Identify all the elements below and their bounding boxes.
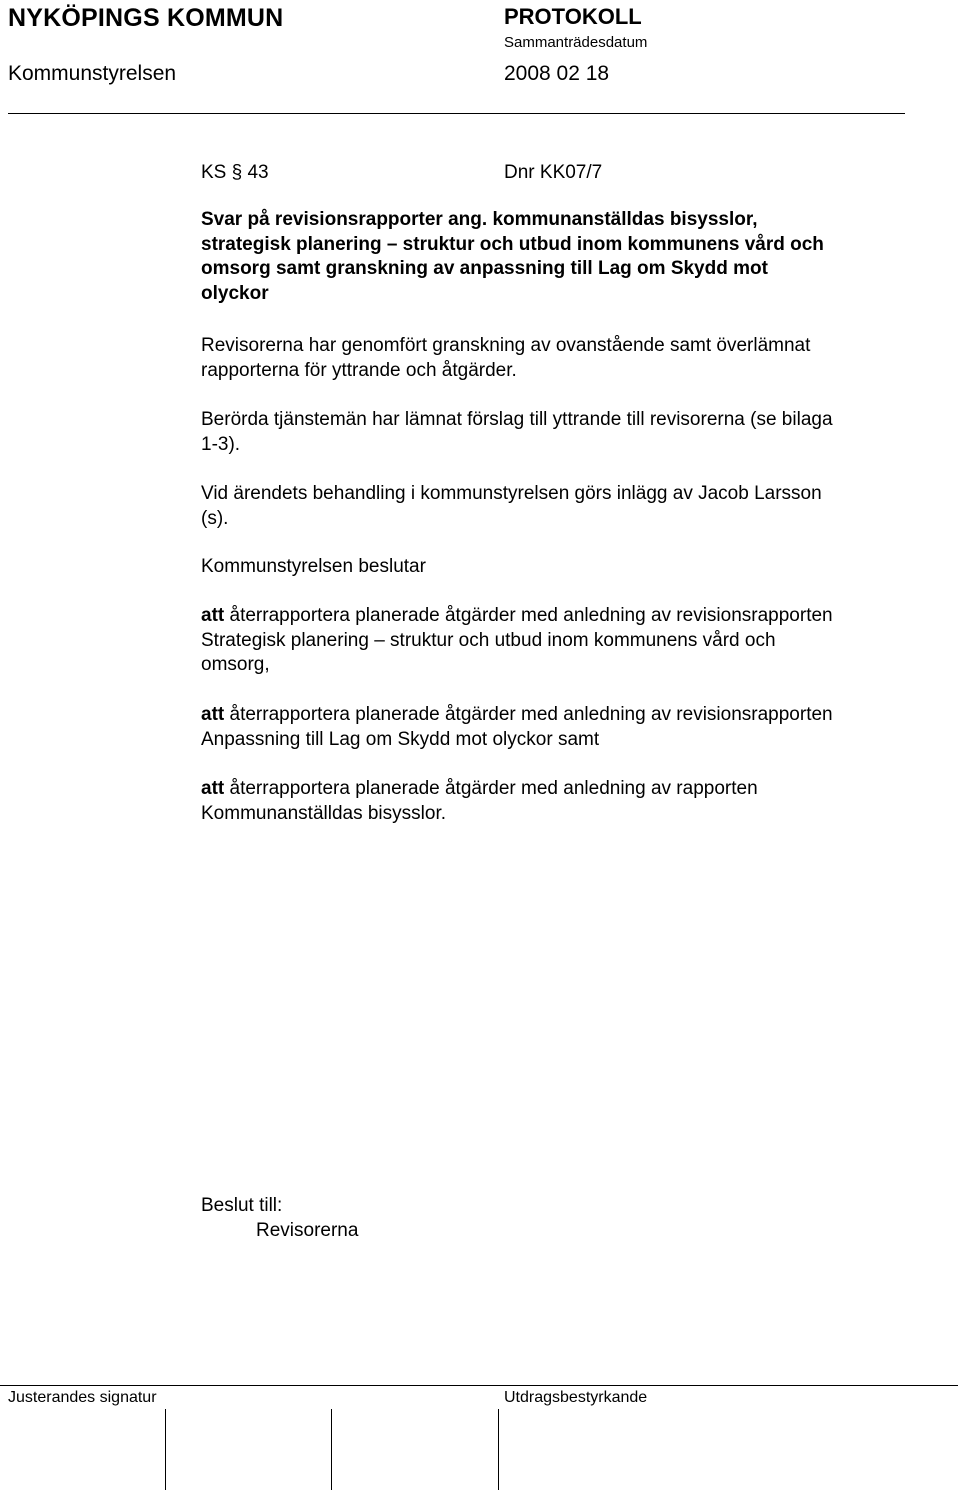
meeting-date: 2008 02 18 <box>504 62 610 85</box>
subject-line: omsorg samt granskning av anpassning till Lag om Skydd mot <box>201 258 768 280</box>
decision-heading: Kommunstyrelsen beslutar <box>201 556 426 577</box>
signature-box-divider <box>165 1409 166 1490</box>
decision-line: Kommunanställdas bisysslor. <box>201 802 446 824</box>
case-number: KS § 43 <box>201 162 269 183</box>
paragraph-line: rapporterna för yttrande och åtgärder. <box>201 359 517 381</box>
signature-box-divider <box>331 1409 332 1490</box>
signature-box-divider <box>498 1409 499 1490</box>
distribution-label: Beslut till: <box>201 1195 283 1216</box>
board-name: Kommunstyrelsen <box>8 62 177 85</box>
registration-number: Dnr KK07/7 <box>504 162 603 183</box>
subject-line: strategisk planering – struktur och utbud inom kommunens vård och <box>201 233 824 255</box>
signature-label: Justerandes signatur <box>8 1389 157 1406</box>
decision-keyword: att <box>201 704 225 725</box>
case-subject <box>201 208 921 306</box>
paragraph-discussion <box>201 482 921 531</box>
decision-item <box>201 703 921 752</box>
paragraph-line: Revisorerna har genomfört granskning av ovanstående samt överlämnat <box>201 335 811 356</box>
decision-keyword: att <box>201 778 225 799</box>
footer-divider <box>0 1385 958 1386</box>
distribution-recipient: Revisorerna <box>256 1220 359 1241</box>
decision-line: omsorg, <box>201 654 270 676</box>
header-divider <box>8 113 905 114</box>
subject-line: Svar på revisionsrapporter ang. kommunanställdas bisysslor, <box>201 209 758 230</box>
decision-line: Strategisk planering – struktur och utbud inom kommunens vård och <box>201 629 776 651</box>
decision-first-line <box>201 777 921 802</box>
decision-text: återrapportera planerade åtgärder med anledning av rapporten <box>224 778 758 799</box>
decision-text: återrapportera planerade åtgärder med anledning av revisionsrapporten <box>224 704 833 725</box>
document-type: PROTOKOLL <box>504 4 642 29</box>
extract-certification-label: Utdragsbestyrkande <box>504 1389 648 1406</box>
decision-keyword: att <box>201 605 225 626</box>
decision-line: Anpassning till Lag om Skydd mot olyckor samt <box>201 728 600 750</box>
meeting-date-label: Sammanträdesdatum <box>504 34 648 51</box>
subject-line: olyckor <box>201 282 269 304</box>
paragraph-line: Berörda tjänstemän har lämnat förslag till yttrande till revisorerna (se bilaga <box>201 409 833 430</box>
paragraph-proposals <box>201 408 921 457</box>
paragraph-line: Vid ärendets behandling i kommunstyrelsen görs inlägg av Jacob Larsson <box>201 483 822 504</box>
organization-name: NYKÖPINGS KOMMUN <box>8 4 284 32</box>
paragraph-line: 1-3). <box>201 433 241 455</box>
paragraph-line: (s). <box>201 507 229 529</box>
decision-text: återrapportera planerade åtgärder med anledning av revisionsrapporten <box>224 605 833 626</box>
decision-item <box>201 777 921 826</box>
paragraph-audit <box>201 334 921 383</box>
decision-first-line <box>201 604 921 629</box>
decision-first-line <box>201 703 921 728</box>
decision-item <box>201 604 921 678</box>
